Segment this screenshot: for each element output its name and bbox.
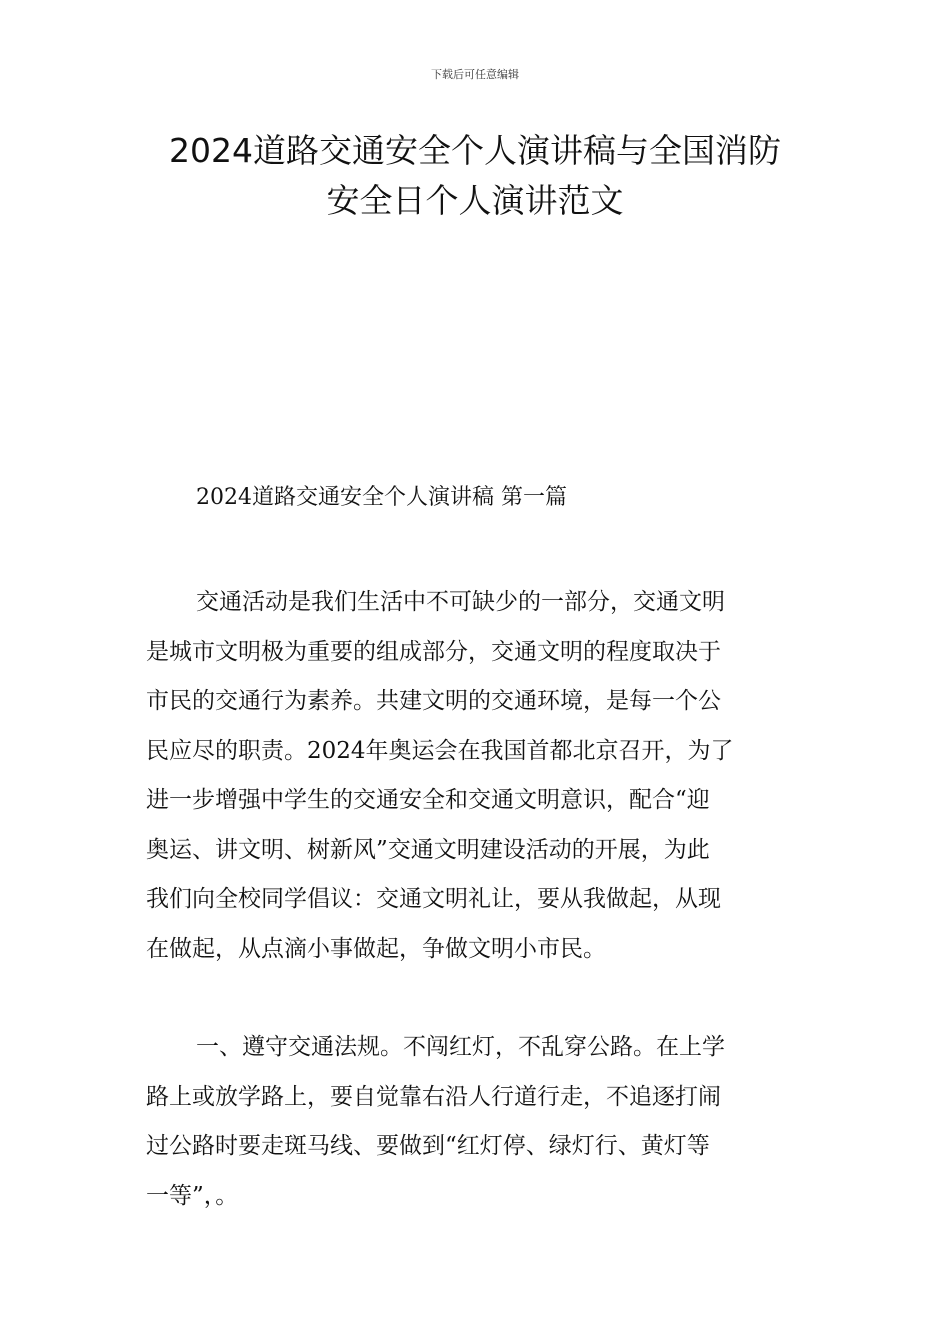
paragraph-line: 市民的交通行为素养。共建文明的交通环境，是每一个公	[146, 688, 721, 714]
paragraph-line: 在做起，从点滴小事做起，争做文明小市民。	[146, 935, 606, 962]
paragraph-line: 奥运、讲文明、树新风”交通文明建设活动的开展，为此	[146, 836, 710, 863]
title-line: 2024道路交通安全个人演讲稿与全国消防	[169, 131, 781, 170]
paragraph-line: 进一步增强中学生的交通安全和交通文明意识，配合“迎	[146, 787, 710, 813]
paragraph-line: 一等”，。	[146, 1182, 239, 1209]
paragraph-line: 是城市文明极为重要的组成部分，交通文明的程度取决于	[146, 638, 721, 665]
section-heading: 2024道路交通安全个人演讲稿 第一篇	[196, 485, 567, 510]
paragraph-line: 我们向全校同学倡议：交通文明礼让，要从我做起，从现	[146, 886, 721, 912]
paragraph-line: 过公路时要走斑马线、要做到“红灯停、绿灯行、黄灯等	[146, 1133, 710, 1159]
paragraph-line: 一、遵守交通法规。不闯红灯，不乱穿公路。在上学	[196, 1034, 725, 1060]
header-note: 下载后可任意编辑	[431, 68, 519, 81]
paragraph-line: 路上或放学路上，要自觉靠右沿人行道行走，不追逐打闹	[146, 1083, 721, 1110]
paragraph-line: 民应尽的职责。2024年奥运会在我国首都北京召开，为了	[146, 737, 734, 764]
title-line: 安全日个人演讲范文	[326, 181, 624, 220]
paragraph-line: 交通活动是我们生活中不可缺少的一部分，交通文明	[196, 589, 725, 615]
document-title	[120, 126, 830, 226]
paragraph-rule-one	[146, 1023, 810, 1221]
paragraph-intro	[146, 578, 810, 974]
